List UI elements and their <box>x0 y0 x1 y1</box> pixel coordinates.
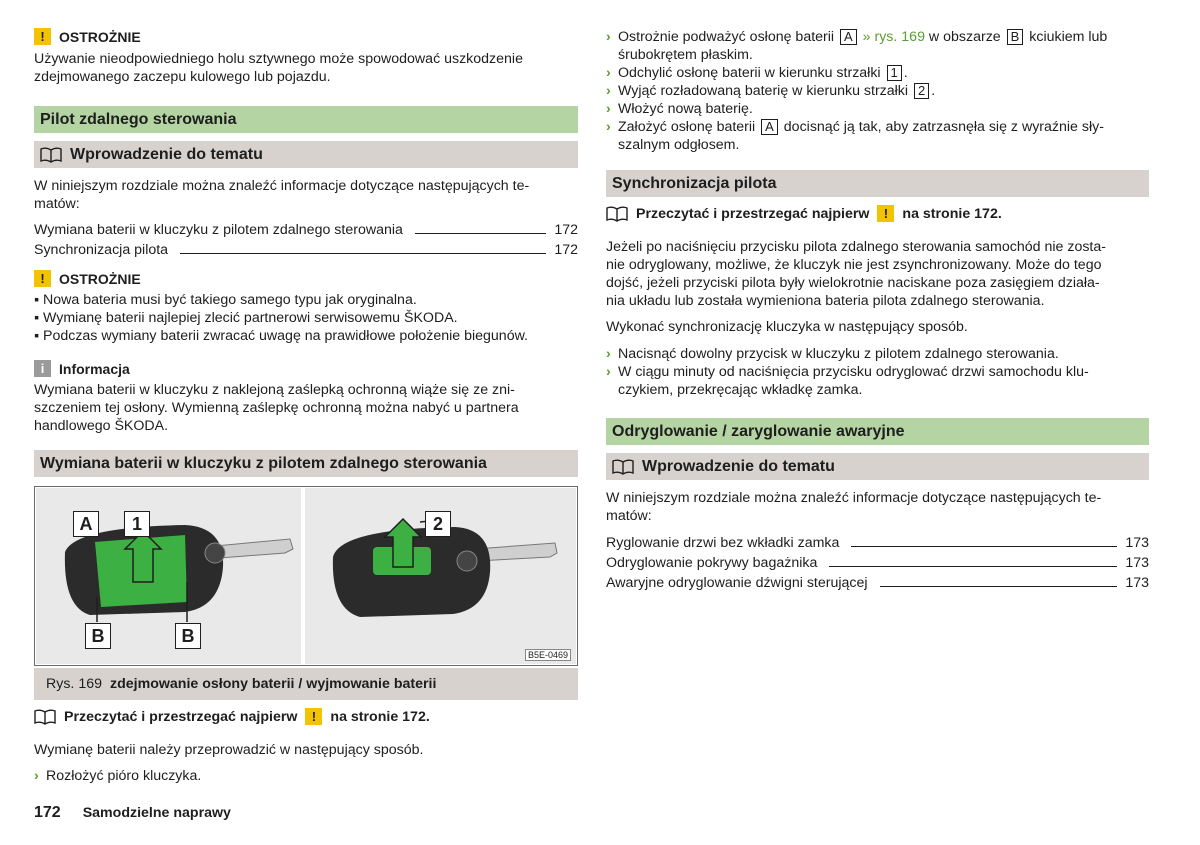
sync-line: nia układu lub została wymieniona bateria pilota zdalnego sterowania. <box>606 293 1045 309</box>
step-item <box>606 363 1149 399</box>
callout-ref: B <box>1007 29 1024 45</box>
chapter-title: Samodzielne naprawy <box>82 805 231 821</box>
toc-page: 172 <box>554 222 578 238</box>
callout-label: B <box>175 623 201 649</box>
book-icon <box>606 206 628 222</box>
read-first-text: Przeczytać i przestrzegać najpierw <box>636 205 870 222</box>
step-text: Odchylić osłonę baterii w kierunku strzałki <box>618 65 881 81</box>
key-illustration <box>35 487 577 665</box>
intro-heading-1 <box>34 141 578 168</box>
page-number: 172 <box>34 804 61 821</box>
info-line: Wymiana baterii w kluczyku z naklejoną zaślepką ochronną wiąże się ze zni- <box>34 382 515 398</box>
read-first-text: Przeczytać i przestrzegać najpierw <box>64 708 298 725</box>
list-item: ▪ Wymianę baterii najlepiej zlecić partnerowi serwisowemu ŠKODA. <box>34 310 458 326</box>
read-first-notice <box>34 708 430 725</box>
warning-icon: ! <box>877 205 894 222</box>
toc-page: 173 <box>1125 535 1149 551</box>
info-heading <box>34 360 130 377</box>
section-heading-battery: Wymiana baterii w kluczyku z pilotem zdalnego sterowania <box>34 450 578 477</box>
figure-link[interactable]: » rys. 169 <box>862 29 925 45</box>
intro-text-2 <box>606 489 1149 525</box>
sync-procedure: Wykonać synchronizację kluczyka w następujący sposób. <box>606 319 968 335</box>
step-text: Rozłożyć pióro kluczyka. <box>46 768 202 784</box>
bullet-text: Nowa bateria musi być takiego samego typu jak oryginalna. <box>42 292 417 308</box>
arrow-icon: › <box>606 364 611 380</box>
caution-text-1 <box>34 50 578 86</box>
toc-label: Synchronizacja pilota <box>34 242 169 258</box>
toc-page: 172 <box>554 242 578 258</box>
step-text-cont: szalnym odgłosem. <box>618 137 740 153</box>
caution-heading-2 <box>34 270 141 287</box>
warning-icon: ! <box>34 28 51 45</box>
step-text: Nacisnąć dowolny przycisk w kluczyku z pilotem zdalnego sterowania. <box>618 346 1059 362</box>
step-item <box>606 82 1149 100</box>
sync-line: Jeżeli po naciśnięciu przycisku pilota zdalnego sterowania samochód nie zosta- <box>606 239 1106 255</box>
leader-line <box>180 253 546 254</box>
sync-text <box>606 238 1149 310</box>
procedure-text: Wymianę baterii należy przeprowadzić w następujący sposób. <box>34 742 424 758</box>
step-item <box>606 345 1149 363</box>
caution-title: OSTROŻNIE <box>59 28 141 45</box>
step-text: . <box>903 65 908 81</box>
intro-heading-2 <box>606 453 1149 480</box>
intro-line: matów: <box>34 196 80 212</box>
caption-number: Rys. 169 <box>46 676 102 692</box>
step-text: Wyjąć rozładowaną baterię w kierunku strzałki <box>618 83 909 99</box>
warning-icon: ! <box>34 270 51 287</box>
toc-entry[interactable] <box>606 533 1149 551</box>
info-text <box>34 381 578 435</box>
step-item <box>606 100 1149 118</box>
page-footer <box>34 804 231 822</box>
section-heading-emergency: Odryglowanie / zaryglowanie awaryjne <box>606 418 1149 445</box>
info-icon: i <box>34 360 51 377</box>
toc-label: Odryglowanie pokrywy bagażnika <box>606 555 818 571</box>
info-line: szczeniem tej osłony. Wymienną zaślepkę ochronną można nabyć u partnera <box>34 400 519 416</box>
callout-ref: A <box>840 29 857 45</box>
read-first-page[interactable]: na stronie 172. <box>902 205 1002 222</box>
toc-entry[interactable] <box>606 553 1149 571</box>
callout-label: A <box>73 511 99 537</box>
step-text-cont: śrubokrętem płaskim. <box>618 47 753 63</box>
list-item: ▪ Nowa bateria musi być takiego samego typu jak oryginalna. <box>34 292 417 308</box>
step-item <box>34 767 578 785</box>
callout-ref: A <box>761 119 778 135</box>
step-text: Ostrożnie podważyć osłonę baterii <box>618 29 835 45</box>
arrow-icon: › <box>606 346 611 362</box>
arrow-icon: › <box>606 119 611 135</box>
step-text: . <box>931 83 936 99</box>
toc-page: 173 <box>1125 555 1149 571</box>
step-text: docisnąć ją tak, aby zatrzasnęła się z wyraźnie sły- <box>783 119 1104 135</box>
step-text: kciukiem lub <box>1029 29 1108 45</box>
arrow-icon: › <box>606 83 611 99</box>
toc-label: Ryglowanie drzwi bez wkładki zamka <box>606 535 840 551</box>
callout-label: 2 <box>425 511 451 537</box>
toc-entry[interactable] <box>34 220 578 238</box>
caution-heading-1 <box>34 28 141 45</box>
step-item <box>606 64 1149 82</box>
toc-entry[interactable] <box>606 573 1149 591</box>
caution-line: Używanie nieodpowiedniego holu sztywnego może spowodować uszkodzenie <box>34 51 523 67</box>
caption-text: zdejmowanie osłony baterii / wyjmowanie baterii <box>110 676 437 692</box>
toc-label: Awaryjne odryglowanie dźwigni sterującej <box>606 575 868 591</box>
leader-line <box>880 586 1118 587</box>
bullet-text: Podczas wymiany baterii zwracać uwagę na prawidłowe położenie biegunów. <box>42 328 528 344</box>
book-icon <box>40 147 62 163</box>
book-icon <box>34 709 56 725</box>
step-text: Włożyć nową baterię. <box>618 101 753 117</box>
leader-line <box>851 546 1117 547</box>
intro-line: W niniejszym rozdziale można znaleźć informacje dotyczące następujących te- <box>34 178 530 194</box>
info-title: Informacja <box>59 360 130 377</box>
figure-caption <box>34 668 578 700</box>
callout-ref: 2 <box>914 83 929 99</box>
callout-ref: 1 <box>887 65 902 81</box>
figure-code: B5E-0469 <box>525 649 571 661</box>
toc-label: Wymiana baterii w kluczyku z pilotem zdalnego sterowania <box>34 222 403 238</box>
step-item <box>606 28 1149 64</box>
step-text: w obszarze <box>928 29 1001 45</box>
section-heading-remote: Pilot zdalnego sterowania <box>34 106 578 133</box>
figure-key-battery <box>34 486 578 666</box>
caution-line: zdejmowanego zaczepu kulowego lub pojazdu. <box>34 69 331 85</box>
leader-line <box>829 566 1117 567</box>
arrow-icon: › <box>606 29 611 45</box>
read-first-notice <box>606 205 1002 222</box>
step-item <box>606 118 1149 154</box>
arrow-icon: › <box>606 65 611 81</box>
list-item: ▪ Podczas wymiany baterii zwracać uwagę na prawidłowe położenie biegunów. <box>34 328 528 344</box>
book-icon <box>612 459 634 475</box>
arrow-icon: › <box>606 101 611 117</box>
info-line: handlowego ŠKODA. <box>34 418 169 434</box>
caution-title: OSTROŻNIE <box>59 270 141 287</box>
toc-page: 173 <box>1125 575 1149 591</box>
toc-entry[interactable] <box>34 240 578 258</box>
step-text: Założyć osłonę baterii <box>618 119 756 135</box>
callout-label: 1 <box>124 511 150 537</box>
section-heading-sync: Synchronizacja pilota <box>606 170 1149 197</box>
step-text: W ciągu minuty od naciśnięcia przycisku odryglować drzwi samochodu klu- <box>618 364 1089 380</box>
intro-line: matów: <box>606 508 652 524</box>
step-text-cont: czykiem, przekręcając wkładkę zamka. <box>618 382 863 398</box>
sync-line: dojść, jeżeli przyciski pilota były wielokrotnie naciskane poza zasięgiem działa- <box>606 275 1100 291</box>
bullet-text: Wymianę baterii najlepiej zlecić partnerowi serwisowemu ŠKODA. <box>42 310 458 326</box>
intro-title: Wprowadzenie do tematu <box>70 145 263 163</box>
arrow-icon: › <box>34 768 39 784</box>
warning-icon: ! <box>305 708 322 725</box>
caution-bullets <box>34 291 578 345</box>
callout-label: B <box>85 623 111 649</box>
intro-title: Wprowadzenie do tematu <box>642 457 835 475</box>
sync-line: nie odryglowany, możliwe, że kluczyk nie jest zsynchronizowany. Może do tego <box>606 257 1102 273</box>
read-first-page[interactable]: na stronie 172. <box>330 708 430 725</box>
intro-text-1 <box>34 177 578 213</box>
leader-line <box>415 233 546 234</box>
intro-line: W niniejszym rozdziale można znaleźć informacje dotyczące następujących te- <box>606 490 1102 506</box>
